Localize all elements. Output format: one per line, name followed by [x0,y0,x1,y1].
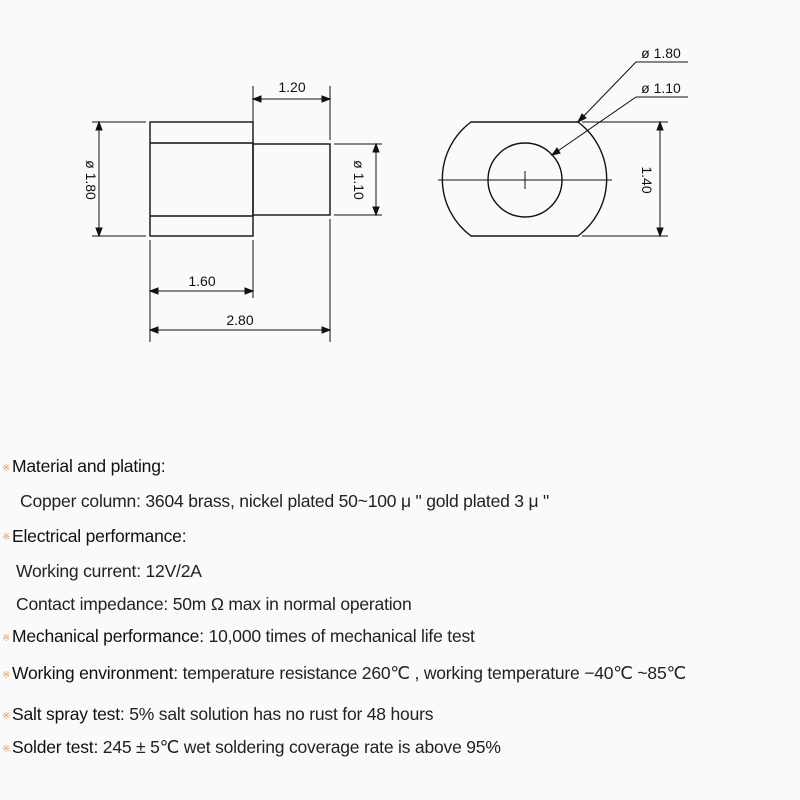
material-heading: Material and plating: [12,456,166,476]
solder-row [12,737,501,758]
bullet-icon: ※ [2,670,11,681]
mechanical-heading: Mechanical performance: [12,626,204,646]
dim-right-label: ø 1.10 [351,160,367,200]
environment-value: temperature resistance 260℃ , working temperature −40℃ ~85℃ [182,663,686,683]
end-dim-height-label: 1.40 [639,166,655,194]
mechanical-row [12,626,475,647]
end-dim-inner-label: ø 1.10 [641,80,681,96]
bullet-icon: ※ [2,744,11,755]
salt-row [12,704,433,725]
solder-heading: Solder test: [12,737,99,757]
mechanical-value: 10,000 times of mechanical life test [208,626,475,646]
electrical-heading: Electrical performance: [12,526,187,546]
material-line: Copper column: 3604 brass, nickel plated 50~100 μ " gold plated 3 μ " [20,491,550,511]
salt-value: 5% salt solution has no rust for 48 hours [129,704,434,724]
bullet-icon: ※ [2,711,11,722]
solder-value: 245 ± 5℃ wet soldering coverage rate is above 95% [102,737,501,757]
electrical-line-impedance: Contact impedance: 50m Ω max in normal operation [16,594,412,614]
environment-heading: Working environment: [12,663,178,683]
environment-row [12,663,686,684]
dim-bottom-total-label: 2.80 [226,312,254,328]
electrical-line-current: Working current: 12V/2A [16,561,202,581]
salt-heading: Salt spray test: [12,704,125,724]
dim-top-label: 1.20 [278,79,306,95]
bullet-icon: ※ [2,463,11,474]
dim-bottom-inner-label: 1.60 [188,273,216,289]
bullet-icon: ※ [2,633,11,644]
bullet-icon: ※ [2,532,11,543]
end-dim-outer-label: ø 1.80 [641,45,681,61]
dim-left-label: ø 1.80 [83,160,99,200]
